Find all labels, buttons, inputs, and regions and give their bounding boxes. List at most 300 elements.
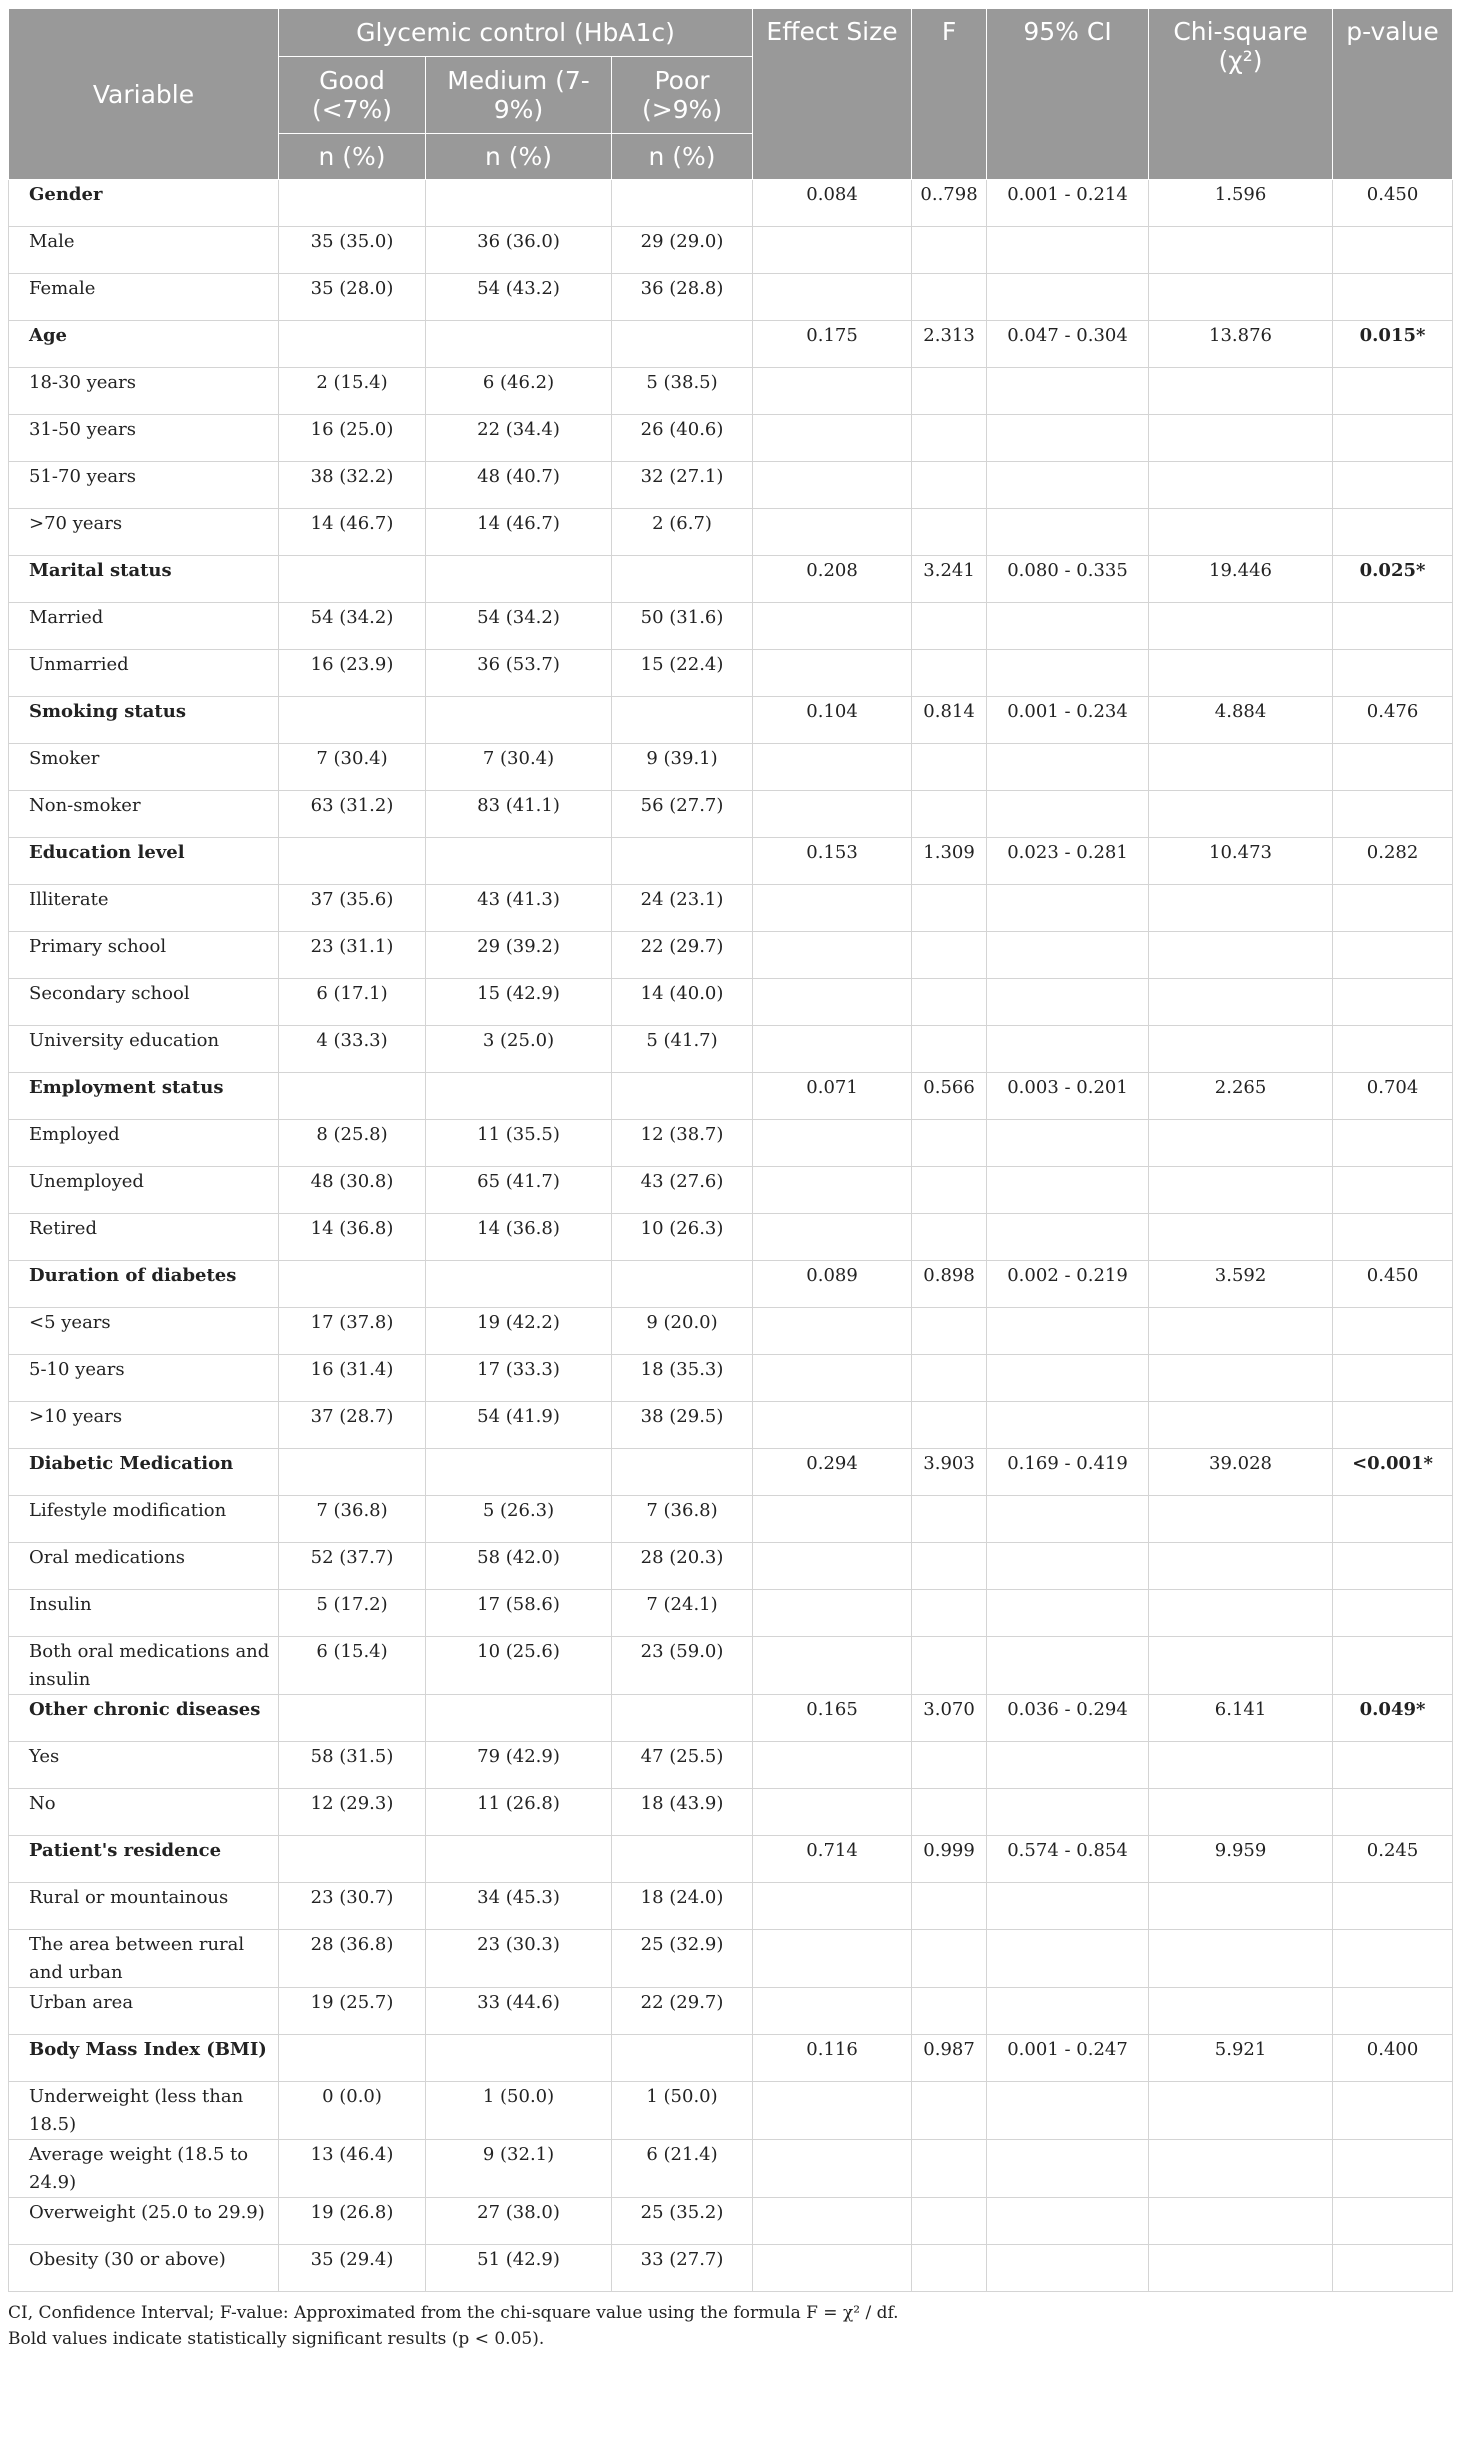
good-count-cell: 63 (31.2) (279, 791, 426, 838)
category-label-cell: The area between rural and urban (9, 1930, 279, 1988)
poor-count-cell: 50 (31.6) (612, 603, 753, 650)
good-count-cell (279, 1449, 426, 1496)
ci-cell (987, 885, 1149, 932)
ci-cell (987, 2245, 1149, 2292)
table-row (9, 744, 1453, 791)
category-label-cell: Primary school (9, 932, 279, 979)
category-label-cell: 31-50 years (9, 415, 279, 462)
effect-size-cell: 0.153 (753, 838, 912, 885)
chi-square-cell (1149, 932, 1333, 979)
category-label-cell: Obesity (30 or above) (9, 2245, 279, 2292)
f-value-cell: 3.903 (912, 1449, 987, 1496)
table-row-group (9, 697, 1453, 744)
footnote: Bold values indicate statistically significant results (p < 0.05). (8, 2329, 545, 2349)
medium-count-cell (426, 1261, 612, 1308)
good-count-cell: 48 (30.8) (279, 1167, 426, 1214)
f-value-cell: 1.309 (912, 838, 987, 885)
table-row (9, 1883, 1453, 1930)
p-value-cell: 0.704 (1333, 1073, 1453, 1120)
f-value-cell (912, 2140, 987, 2198)
chi-square-cell (1149, 791, 1333, 838)
poor-count-cell: 56 (27.7) (612, 791, 753, 838)
table-row (9, 1167, 1453, 1214)
p-value-cell (1333, 415, 1453, 462)
ci-cell: 0.001 - 0.214 (987, 180, 1149, 227)
ci-cell (987, 791, 1149, 838)
good-count-cell (279, 1836, 426, 1883)
variable-name-cell: Other chronic diseases (9, 1695, 279, 1742)
good-count-cell: 4 (33.3) (279, 1026, 426, 1073)
medium-count-cell: 33 (44.6) (426, 1988, 612, 2035)
good-count-cell: 23 (30.7) (279, 1883, 426, 1930)
table-row (9, 1543, 1453, 1590)
chi-square-cell (1149, 885, 1333, 932)
good-count-cell: 6 (15.4) (279, 1637, 426, 1695)
chi-square-cell (1149, 1496, 1333, 1543)
header-good: Good (<7%) (279, 57, 426, 134)
table-row (9, 1590, 1453, 1637)
category-label-cell: Oral medications (9, 1543, 279, 1590)
ci-cell: 0.002 - 0.219 (987, 1261, 1149, 1308)
medium-count-cell: 65 (41.7) (426, 1167, 612, 1214)
good-count-cell: 16 (25.0) (279, 415, 426, 462)
poor-count-cell: 7 (36.8) (612, 1496, 753, 1543)
table-row-group (9, 1695, 1453, 1742)
ci-cell (987, 368, 1149, 415)
category-label-cell: Married (9, 603, 279, 650)
header-f: F (912, 9, 987, 180)
ci-cell (987, 1637, 1149, 1695)
poor-count-cell: 47 (25.5) (612, 1742, 753, 1789)
effect-size-cell (753, 1355, 912, 1402)
ci-cell (987, 1402, 1149, 1449)
chi-square-cell: 5.921 (1149, 2035, 1333, 2082)
p-value-cell (1333, 368, 1453, 415)
f-value-cell: 0..798 (912, 180, 987, 227)
f-value-cell (912, 509, 987, 556)
f-value-cell (912, 1496, 987, 1543)
ci-cell (987, 1742, 1149, 1789)
f-value-cell (912, 1789, 987, 1836)
chi-square-cell (1149, 1543, 1333, 1590)
f-value-cell (912, 650, 987, 697)
f-value-cell (912, 885, 987, 932)
p-value-cell (1333, 1742, 1453, 1789)
poor-count-cell: 9 (39.1) (612, 744, 753, 791)
good-count-cell: 37 (35.6) (279, 885, 426, 932)
ci-cell (987, 1789, 1149, 1836)
medium-count-cell: 34 (45.3) (426, 1883, 612, 1930)
effect-size-cell: 0.208 (753, 556, 912, 603)
f-value-cell (912, 1590, 987, 1637)
category-label-cell: Smoker (9, 744, 279, 791)
good-count-cell (279, 180, 426, 227)
p-value-cell (1333, 885, 1453, 932)
effect-size-cell (753, 509, 912, 556)
medium-count-cell (426, 1695, 612, 1742)
p-value-cell: 0.476 (1333, 697, 1453, 744)
table-row-group (9, 1449, 1453, 1496)
poor-count-cell (612, 556, 753, 603)
ci-cell (987, 650, 1149, 697)
ci-cell (987, 274, 1149, 321)
medium-count-cell: 1 (50.0) (426, 2082, 612, 2140)
good-count-cell (279, 697, 426, 744)
category-label-cell: 51-70 years (9, 462, 279, 509)
medium-count-cell: 7 (30.4) (426, 744, 612, 791)
f-value-cell (912, 1167, 987, 1214)
table-row (9, 2140, 1453, 2198)
category-label-cell: Retired (9, 1214, 279, 1261)
f-value-cell: 3.241 (912, 556, 987, 603)
effect-size-cell (753, 227, 912, 274)
medium-count-cell (426, 556, 612, 603)
p-value-cell (1333, 1167, 1453, 1214)
effect-size-cell (753, 1120, 912, 1167)
good-count-cell: 35 (35.0) (279, 227, 426, 274)
medium-count-cell (426, 838, 612, 885)
category-label-cell: No (9, 1789, 279, 1836)
chi-square-cell (1149, 1120, 1333, 1167)
effect-size-cell (753, 2198, 912, 2245)
chi-square-cell (1149, 2140, 1333, 2198)
ci-cell: 0.001 - 0.234 (987, 697, 1149, 744)
good-count-cell: 12 (29.3) (279, 1789, 426, 1836)
p-value-cell (1333, 1789, 1453, 1836)
medium-count-cell: 11 (35.5) (426, 1120, 612, 1167)
medium-count-cell: 22 (34.4) (426, 415, 612, 462)
effect-size-cell: 0.165 (753, 1695, 912, 1742)
medium-count-cell: 19 (42.2) (426, 1308, 612, 1355)
poor-count-cell (612, 1836, 753, 1883)
table-row-group (9, 180, 1453, 227)
medium-count-cell: 15 (42.9) (426, 979, 612, 1026)
effect-size-cell: 0.104 (753, 697, 912, 744)
header-medium-unit: n (%) (426, 134, 612, 180)
f-value-cell (912, 1120, 987, 1167)
ci-cell (987, 509, 1149, 556)
effect-size-cell (753, 650, 912, 697)
good-count-cell: 13 (46.4) (279, 2140, 426, 2198)
poor-count-cell: 18 (43.9) (612, 1789, 753, 1836)
good-count-cell (279, 1073, 426, 1120)
poor-count-cell: 25 (32.9) (612, 1930, 753, 1988)
medium-count-cell: 36 (53.7) (426, 650, 612, 697)
p-value-cell (1333, 650, 1453, 697)
medium-count-cell: 14 (46.7) (426, 509, 612, 556)
chi-square-cell: 6.141 (1149, 1695, 1333, 1742)
good-count-cell: 14 (46.7) (279, 509, 426, 556)
effect-size-cell: 0.089 (753, 1261, 912, 1308)
poor-count-cell: 9 (20.0) (612, 1308, 753, 1355)
category-label-cell: Non-smoker (9, 791, 279, 838)
table-row (9, 2245, 1453, 2292)
variable-name-cell: Body Mass Index (BMI) (9, 2035, 279, 2082)
f-value-cell (912, 1988, 987, 2035)
category-label-cell: 5-10 years (9, 1355, 279, 1402)
p-value-cell: 0.015* (1333, 321, 1453, 368)
category-label-cell: <5 years (9, 1308, 279, 1355)
p-value-cell (1333, 1637, 1453, 1695)
ci-cell (987, 744, 1149, 791)
f-value-cell (912, 274, 987, 321)
variable-name-cell: Smoking status (9, 697, 279, 744)
ci-cell (987, 227, 1149, 274)
poor-count-cell (612, 1073, 753, 1120)
good-count-cell: 7 (36.8) (279, 1496, 426, 1543)
poor-count-cell: 38 (29.5) (612, 1402, 753, 1449)
table-row-group (9, 1836, 1453, 1883)
table-row (9, 1026, 1453, 1073)
effect-size-cell (753, 603, 912, 650)
chi-square-cell (1149, 1308, 1333, 1355)
poor-count-cell: 18 (24.0) (612, 1883, 753, 1930)
ci-cell: 0.169 - 0.419 (987, 1449, 1149, 1496)
chi-square-cell (1149, 603, 1333, 650)
poor-count-cell: 18 (35.3) (612, 1355, 753, 1402)
poor-count-cell: 5 (41.7) (612, 1026, 753, 1073)
header-poor-unit: n (%) (612, 134, 753, 180)
poor-count-cell: 29 (29.0) (612, 227, 753, 274)
chi-square-cell (1149, 2198, 1333, 2245)
good-count-cell: 8 (25.8) (279, 1120, 426, 1167)
poor-count-cell: 1 (50.0) (612, 2082, 753, 2140)
ci-cell (987, 1883, 1149, 1930)
p-value-cell (1333, 2140, 1453, 2198)
variable-name-cell: Gender (9, 180, 279, 227)
footnote: CI, Confidence Interval; F-value: Approximated from the chi-square value using the formula F = χ² / df. (8, 2303, 899, 2323)
table-row-group (9, 321, 1453, 368)
good-count-cell: 19 (25.7) (279, 1988, 426, 2035)
table-row (9, 462, 1453, 509)
poor-count-cell (612, 1449, 753, 1496)
chi-square-cell (1149, 979, 1333, 1026)
p-value-cell (1333, 979, 1453, 1026)
table-row (9, 1742, 1453, 1789)
medium-count-cell: 11 (26.8) (426, 1789, 612, 1836)
table-container (8, 8, 1452, 2352)
table-row (9, 1402, 1453, 1449)
ci-cell (987, 932, 1149, 979)
chi-square-cell (1149, 462, 1333, 509)
p-value-cell (1333, 1026, 1453, 1073)
ci-cell (987, 1930, 1149, 1988)
poor-count-cell: 15 (22.4) (612, 650, 753, 697)
effect-size-cell (753, 1930, 912, 1988)
good-count-cell: 14 (36.8) (279, 1214, 426, 1261)
effect-size-cell (753, 1214, 912, 1261)
p-value-cell (1333, 1543, 1453, 1590)
medium-count-cell: 58 (42.0) (426, 1543, 612, 1590)
effect-size-cell: 0.714 (753, 1836, 912, 1883)
f-value-cell (912, 1883, 987, 1930)
good-count-cell (279, 2035, 426, 2082)
f-value-cell (912, 2198, 987, 2245)
effect-size-cell (753, 1496, 912, 1543)
good-count-cell: 54 (34.2) (279, 603, 426, 650)
medium-count-cell (426, 1836, 612, 1883)
medium-count-cell: 3 (25.0) (426, 1026, 612, 1073)
p-value-cell: 0.049* (1333, 1695, 1453, 1742)
ci-cell: 0.047 - 0.304 (987, 321, 1149, 368)
header-p-value: p-value (1333, 9, 1453, 180)
poor-count-cell: 32 (27.1) (612, 462, 753, 509)
ci-cell: 0.036 - 0.294 (987, 1695, 1149, 1742)
poor-count-cell: 26 (40.6) (612, 415, 753, 462)
chi-square-cell (1149, 2245, 1333, 2292)
f-value-cell (912, 979, 987, 1026)
chi-square-cell (1149, 744, 1333, 791)
good-count-cell: 38 (32.2) (279, 462, 426, 509)
category-label-cell: Yes (9, 1742, 279, 1789)
medium-count-cell (426, 321, 612, 368)
table-row (9, 791, 1453, 838)
table-row (9, 1308, 1453, 1355)
chi-square-cell: 13.876 (1149, 321, 1333, 368)
f-value-cell (912, 1355, 987, 1402)
table-body (9, 180, 1453, 2292)
f-value-cell (912, 2082, 987, 2140)
ci-cell (987, 979, 1149, 1026)
p-value-cell (1333, 2198, 1453, 2245)
category-label-cell: Unemployed (9, 1167, 279, 1214)
chi-square-cell (1149, 1742, 1333, 1789)
category-label-cell: Rural or mountainous (9, 1883, 279, 1930)
p-value-cell (1333, 2245, 1453, 2292)
ci-cell (987, 1496, 1149, 1543)
ci-cell (987, 415, 1149, 462)
ci-cell: 0.080 - 0.335 (987, 556, 1149, 603)
chi-square-cell (1149, 227, 1333, 274)
f-value-cell (912, 791, 987, 838)
poor-count-cell (612, 1261, 753, 1308)
f-value-cell (912, 1742, 987, 1789)
p-value-cell: 0.025* (1333, 556, 1453, 603)
ci-cell: 0.001 - 0.247 (987, 2035, 1149, 2082)
f-value-cell: 2.313 (912, 321, 987, 368)
f-value-cell (912, 603, 987, 650)
good-count-cell (279, 1695, 426, 1742)
medium-count-cell: 43 (41.3) (426, 885, 612, 932)
p-value-cell (1333, 2082, 1453, 2140)
effect-size-cell: 0.071 (753, 1073, 912, 1120)
chi-square-cell: 39.028 (1149, 1449, 1333, 1496)
good-count-cell: 35 (28.0) (279, 274, 426, 321)
f-value-cell (912, 462, 987, 509)
category-label-cell: 18-30 years (9, 368, 279, 415)
p-value-cell (1333, 1308, 1453, 1355)
category-label-cell: Female (9, 274, 279, 321)
ci-cell (987, 1543, 1149, 1590)
poor-count-cell: 6 (21.4) (612, 2140, 753, 2198)
category-label-cell: Secondary school (9, 979, 279, 1026)
medium-count-cell: 36 (36.0) (426, 227, 612, 274)
variable-name-cell: Education level (9, 838, 279, 885)
table-row-group (9, 1073, 1453, 1120)
f-value-cell: 0.566 (912, 1073, 987, 1120)
table-row (9, 1789, 1453, 1836)
category-label-cell: Unmarried (9, 650, 279, 697)
effect-size-cell (753, 274, 912, 321)
header-chi-square: Chi-square (χ²) (1149, 9, 1333, 180)
chi-square-cell (1149, 1167, 1333, 1214)
table-row (9, 1214, 1453, 1261)
f-value-cell (912, 415, 987, 462)
header-medium: Medium (7-9%) (426, 57, 612, 134)
table-row (9, 509, 1453, 556)
effect-size-cell (753, 415, 912, 462)
p-value-cell: 0.450 (1333, 1261, 1453, 1308)
category-label-cell: >10 years (9, 1402, 279, 1449)
f-value-cell (912, 227, 987, 274)
chi-square-cell (1149, 1355, 1333, 1402)
table-row-group (9, 2035, 1453, 2082)
category-label-cell: Employed (9, 1120, 279, 1167)
effect-size-cell (753, 1883, 912, 1930)
poor-count-cell: 14 (40.0) (612, 979, 753, 1026)
medium-count-cell: 54 (41.9) (426, 1402, 612, 1449)
table-row (9, 885, 1453, 932)
good-count-cell: 0 (0.0) (279, 2082, 426, 2140)
variable-name-cell: Duration of diabetes (9, 1261, 279, 1308)
medium-count-cell: 51 (42.9) (426, 2245, 612, 2292)
p-value-cell (1333, 932, 1453, 979)
chi-square-cell (1149, 1988, 1333, 2035)
poor-count-cell: 22 (29.7) (612, 1988, 753, 2035)
good-count-cell (279, 1261, 426, 1308)
category-label-cell: Average weight (18.5 to 24.9) (9, 2140, 279, 2198)
effect-size-cell (753, 1308, 912, 1355)
chi-square-cell (1149, 415, 1333, 462)
poor-count-cell: 5 (38.5) (612, 368, 753, 415)
effect-size-cell (753, 791, 912, 838)
medium-count-cell: 54 (43.2) (426, 274, 612, 321)
effect-size-cell: 0.116 (753, 2035, 912, 2082)
chi-square-cell (1149, 1637, 1333, 1695)
table-row (9, 979, 1453, 1026)
ci-cell (987, 1214, 1149, 1261)
chi-square-cell: 3.592 (1149, 1261, 1333, 1308)
ci-cell (987, 1308, 1149, 1355)
table-row-group (9, 1261, 1453, 1308)
good-count-cell: 2 (15.4) (279, 368, 426, 415)
poor-count-cell (612, 838, 753, 885)
poor-count-cell: 36 (28.8) (612, 274, 753, 321)
category-label-cell: >70 years (9, 509, 279, 556)
header-ci: 95% CI (987, 9, 1149, 180)
ci-cell (987, 1120, 1149, 1167)
ci-cell (987, 1167, 1149, 1214)
variable-name-cell: Diabetic Medication (9, 1449, 279, 1496)
table-row (9, 2082, 1453, 2140)
ci-cell (987, 2198, 1149, 2245)
ci-cell (987, 1355, 1149, 1402)
f-value-cell: 3.070 (912, 1695, 987, 1742)
chi-square-cell: 10.473 (1149, 838, 1333, 885)
table-row (9, 2198, 1453, 2245)
effect-size-cell: 0.175 (753, 321, 912, 368)
ci-cell (987, 603, 1149, 650)
ci-cell (987, 2140, 1149, 2198)
good-count-cell: 28 (36.8) (279, 1930, 426, 1988)
medium-count-cell: 9 (32.1) (426, 2140, 612, 2198)
poor-count-cell (612, 1695, 753, 1742)
medium-count-cell (426, 180, 612, 227)
table-row (9, 650, 1453, 697)
table-row-group (9, 838, 1453, 885)
variable-name-cell: Marital status (9, 556, 279, 603)
effect-size-cell (753, 1402, 912, 1449)
